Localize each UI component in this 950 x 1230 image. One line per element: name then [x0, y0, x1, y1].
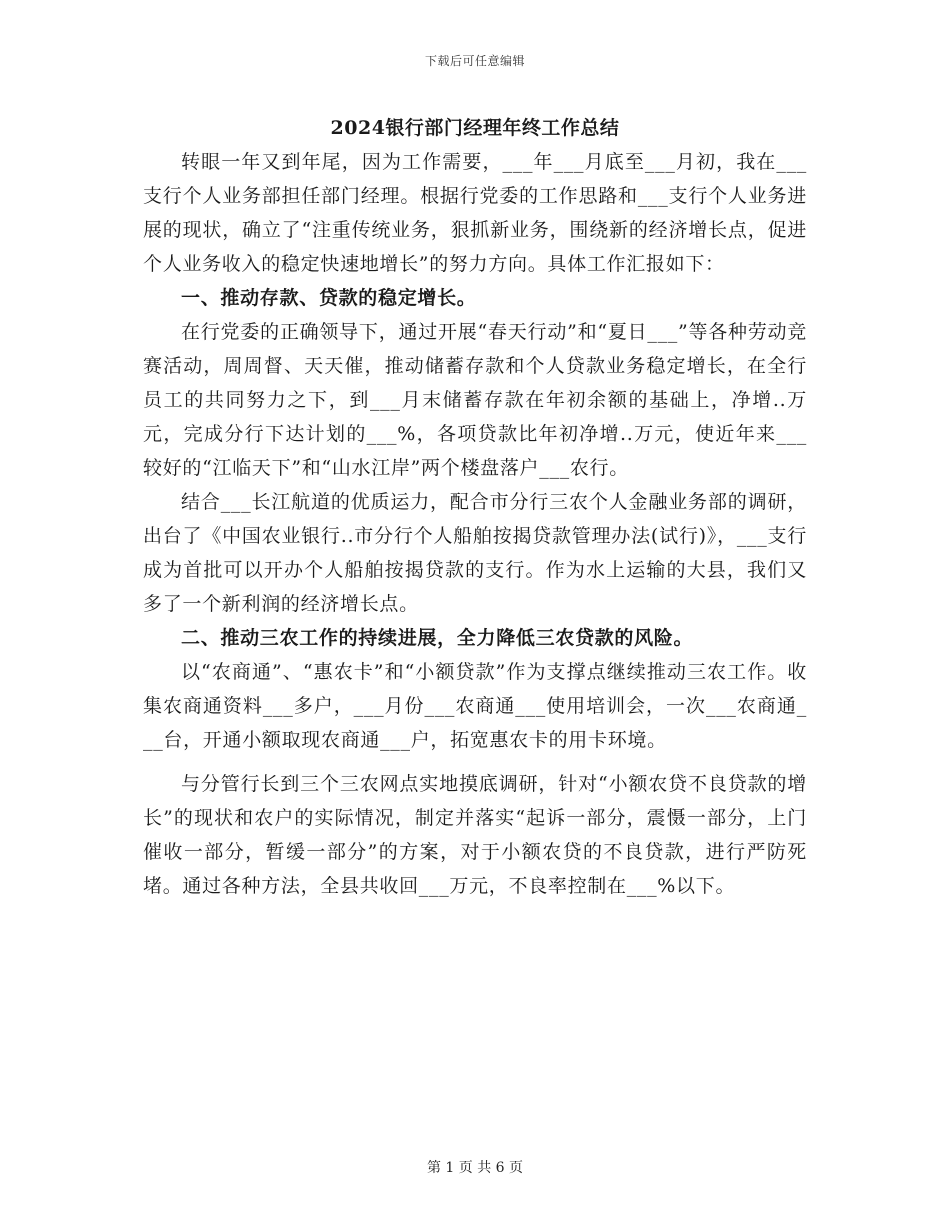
section-1-heading: 一、推动存款、贷款的稳定增长。 [181, 287, 477, 309]
section-2-paragraph-2: 与分管行长到三个三农网点实地摸底调研，针对“小额农贷不良贷款的增长”的现状和农户的实际情况，制定并落实“起诉一部分，震慑一部分，上门催收一部分，暂缓一部分”的方案，对于小额农贷的不良贷款，进行严防死堵。通过各种方法，全县共收回___万元，不良率控制在___%以下。 [143, 773, 807, 897]
intro-paragraph: 转眼一年又到年尾，因为工作需要，___年___月底至___月初，我在___支行个人业务部担任部门经理。根据行党委的工作思路和___支行个人业务进展的现状，确立了“注重传统业务，狠抓新业务，围绕新的经济增长点，促进个人业务收入的稳定快速地增长”的努力方向。具体工作汇报如下： [143, 151, 807, 275]
section-2-heading: 二、推动三农工作的持续进展，全力降低三农贷款的风险。 [181, 627, 694, 649]
document-body [143, 145, 807, 903]
section-2-paragraph-1: 以“农商通”、“惠农卡”和“小额贷款”作为支撑点继续推动三农工作。收集农商通资料___多户，___月份___农商通___使用培训会，一次___农商通___台，开通小额取现农商通___户，拓宽惠农卡的用卡环境。 [143, 661, 807, 751]
document-title: 2024银行部门经理年终工作总结 [330, 117, 620, 139]
page-indicator: 第 1 页 共 6 页 [426, 1160, 524, 1176]
section-1-paragraph-1: 在行党委的正确领导下，通过开展“春天行动”和“夏日___”等各种劳动竞赛活动，周周督、天天催，推动储蓄存款和个人贷款业务稳定增长，在全行员工的共同努力之下，到___月末储蓄存款在年初余额的基础上，净增..万元，完成分行下达计划的___%，各项贷款比年初净增..万元，使近年来___较好的“江临天下”和“山水江岸”两个楼盘落户___农行。 [143, 321, 807, 479]
header-note: 下载后可任意编辑 [424, 54, 525, 68]
section-1-paragraph-2: 结合___长江航道的优质运力，配合市分行三农个人金融业务部的调研，出台了《中国农业银行..市分行个人船舶按揭贷款管理办法(试行)》，___支行成为首批可以开办个人船舶按揭贷款的支行。作为水上运输的大县，我们又多了一个新利润的经济增长点。 [143, 491, 807, 615]
paragraph-spacer [143, 757, 807, 767]
